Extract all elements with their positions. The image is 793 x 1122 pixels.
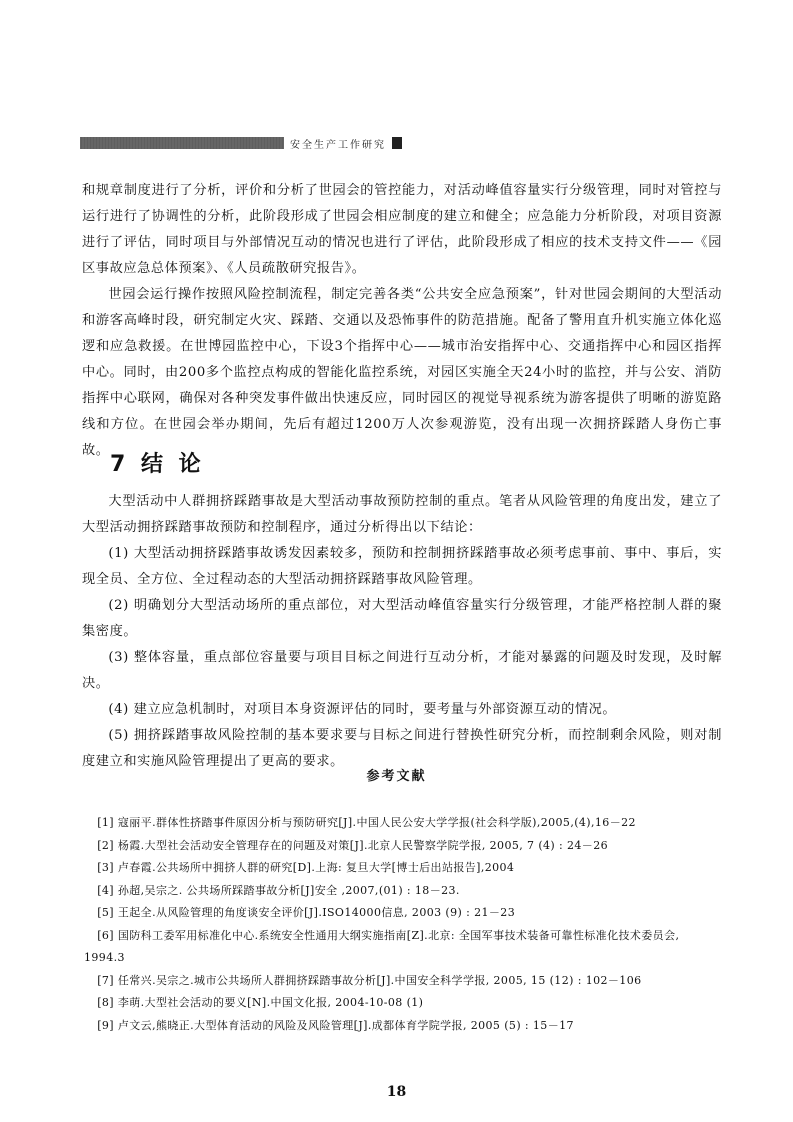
conclusion-body: [82, 489, 722, 775]
reference-item: [2] 杨霞.大型社会活动安全管理存在的问题及对策[J].北京人民警察学院学报, 2005, 7 (4) : 24－26: [97, 838, 608, 852]
reference-item: [9] 卢文云,熊晓正.大型体育活动的风险及风险管理[J].成都体育学院学报, 2005 (5) : 15－17: [97, 1018, 574, 1032]
conclusion-item: (4) 建立应急机制时，对项目本身资源评估的同时，要考量与外部资源互动的情况。: [108, 702, 617, 717]
reference-item: [1] 寇丽平.群体性挤踏事件原因分析与预防研究[J].中国人民公安大学学报(社会科学版),2005,(4),16－22: [97, 816, 636, 829]
header-title: 安全生产工作研究: [284, 136, 392, 151]
reference-item: [4] 孙超,吴宗之. 公共场所踩踏事故分析[J]安全 ,2007,(01) : 18－23.: [97, 883, 460, 897]
conclusion-item: (1) 大型活动拥挤踩踏事故诱发因素较多，预防和控制拥挤踩踏事故必须考虑事前、事中、事后，实现全员、全方位、全过程动态的大型活动拥挤踩踏事故风险管理。: [82, 546, 722, 587]
paragraph: 世园会运行操作按照风险控制流程，制定完善各类“公共安全应急预案”，针对世园会期间的大型活动和游客高峰时段，研究制定火灾、踩踏、交通以及恐怖事件的防范措施。配备了警用直升机实施立体化巡逻和应急救援。在世博园监控中心，下设3个指挥中心——城市治安指挥中心、交通指挥中心和园区指挥中心。同时，由200多个监控点构成的智能化监控系统，对园区实施全天24小时的监控，并与公安、消防指挥中心联网，确保对各种突发事件做出快速反应，同时园区的视觉导视系统为游客提供了明晰的游览路线和方位。在世园会举办期间，先后有超过1200万人次参观游览，没有出现一次拥挤踩踏人身伤亡事故。: [82, 287, 722, 458]
reference-item: [8] 李萌.大型社会活动的要义[N].中国文化报, 2004-10-08 (1): [97, 996, 424, 1009]
paragraph: 和规章制度进行了分析，评价和分析了世园会的管控能力，对活动峰值容量实行分级管理，同时对管控与运行进行了协调性的分析，此阶段形成了世园会相应制度的建立和健全；应急能力分析阶段，对项目资源进行了评估，同时项目与外部情况互动的情况也进行了评估，此阶段形成了相应的技术支持文件——《园区事故应急总体预案》、《人员疏散研究报告》。: [82, 183, 722, 276]
section-heading: 7 结 论: [110, 452, 205, 477]
conclusion-item: (2) 明确划分大型活动场所的重点部位，对大型活动峰值容量实行分级管理，才能严格控制人群的聚集密度。: [82, 598, 722, 639]
references-list: [84, 812, 724, 1037]
reference-item: [3] 卢春霞.公共场所中拥挤人群的研究[D].上海: 复旦大学[博士后出站报告],2004: [97, 861, 515, 874]
reference-item: [5] 王起全.从风险管理的角度谈安全评价[J].ISO14000信息, 2003 (9) : 21－23: [97, 906, 516, 919]
conclusion-item: (3) 整体容量，重点部位容量要与项目目标之间进行互动分析，才能对暴露的问题及时发现，及时解决。: [82, 650, 722, 691]
references-title: 参考文献: [366, 769, 427, 784]
paragraph: 大型活动中人群拥挤踩踏事故是大型活动事故预防控制的重点。笔者从风险管理的角度出发，建立了大型活动拥挤踩踏事故预防和控制程序，通过分析得出以下结论：: [82, 494, 722, 535]
running-header: [80, 136, 402, 150]
header-end-block: [392, 137, 402, 149]
reference-item: [7] 任常兴.吴宗之.城市公共场所人群拥挤踩踏事故分析[J].中国安全科学学报, 2005, 15 (12) : 102－106: [97, 973, 642, 987]
body-top: [82, 178, 722, 464]
conclusion-item: (5) 拥挤踩踏事故风险控制的基本要求要与目标之间进行替换性研究分析，而控制剩余风险，则对制度建立和实施风险管理提出了更高的要求。: [82, 728, 722, 769]
header-band: [80, 137, 284, 149]
reference-item: [6] 国防科工委军用标准化中心.系统安全性通用大纲实施指南[Z].北京: 全国军事技术装备可靠性标准化技术委员会, 1994.3: [84, 928, 680, 964]
page-number: 18: [386, 1084, 407, 1100]
